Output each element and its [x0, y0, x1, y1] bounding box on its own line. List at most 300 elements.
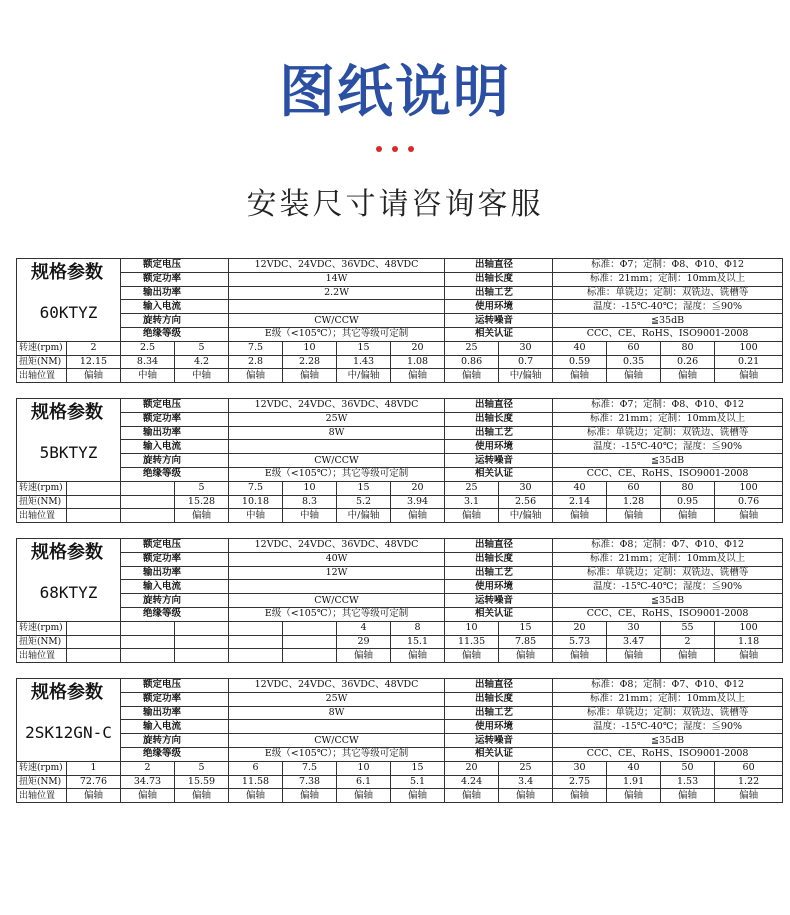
speed-cell: 15 — [337, 341, 391, 355]
shaft-cell: 中/偏轴 — [337, 509, 391, 523]
param-value — [229, 440, 445, 454]
torque-cell — [283, 635, 337, 649]
speed-cell — [175, 621, 229, 635]
shaft-cell — [121, 649, 175, 663]
torque-cell: 8.34 — [121, 355, 175, 369]
speed-cell: 25 — [445, 341, 499, 355]
param-value: 40W — [229, 552, 445, 566]
speed-cell — [121, 481, 175, 495]
spec-row — [17, 566, 783, 580]
shaft-cell — [175, 649, 229, 663]
speed-cell: 55 — [661, 621, 715, 635]
param-value: CCC、CE、RoHS、ISO9001-2008 — [553, 747, 783, 761]
param-label: 输出功率 — [121, 566, 229, 580]
speed-cell: 10 — [283, 341, 337, 355]
shaft-cell: 偏轴 — [499, 649, 553, 663]
shaft-cell: 偏轴 — [661, 369, 715, 383]
speed-cell: 80 — [661, 341, 715, 355]
speed-cell: 60 — [607, 481, 661, 495]
param-label: 绝缘等级 — [121, 327, 229, 341]
spec-row — [17, 327, 783, 341]
shaft-cell: 偏轴 — [661, 649, 715, 663]
dot-icon — [392, 146, 398, 152]
param-value: 标准：单铣边；定制：双铣边、铣槽等 — [553, 706, 783, 720]
param-value: 25W — [229, 692, 445, 706]
spec-row — [17, 412, 783, 426]
param-label: 输入电流 — [121, 720, 229, 734]
param-label: 输出功率 — [121, 286, 229, 300]
spec-row — [17, 552, 783, 566]
torque-cell: 4.24 — [445, 775, 499, 789]
speed-cell: 60 — [607, 341, 661, 355]
speed-cell: 5 — [175, 481, 229, 495]
shaft-cell: 中轴 — [121, 369, 175, 383]
param-value: 标准：Φ8；定制：Φ7、Φ10、Φ12 — [553, 539, 783, 553]
param-label: 使用环境 — [445, 720, 553, 734]
param-label: 运转噪音 — [445, 454, 553, 468]
param-value: E级（<105℃）；其它等级可定制 — [229, 327, 445, 341]
shaft-cell: 偏轴 — [445, 649, 499, 663]
param-label: 使用环境 — [445, 300, 553, 314]
param-label: 额定电压 — [121, 679, 229, 693]
shaft-cell: 偏轴 — [283, 369, 337, 383]
param-label: 使用环境 — [445, 580, 553, 594]
spec-row — [17, 692, 783, 706]
shaft-cell: 偏轴 — [661, 789, 715, 803]
torque-cell: 1.28 — [607, 495, 661, 509]
shaft-cell: 偏轴 — [661, 509, 715, 523]
param-value: 温度：-15℃-40℃；湿度：≦90% — [553, 720, 783, 734]
torque-cell: 1.18 — [715, 635, 783, 649]
shaft-cell: 中轴 — [229, 509, 283, 523]
param-label: 出轴长度 — [445, 272, 553, 286]
shaft-cell: 偏轴 — [337, 789, 391, 803]
param-label: 出轴直径 — [445, 679, 553, 693]
param-value — [229, 580, 445, 594]
param-value: ≦35dB — [553, 594, 783, 608]
shaft-cell: 偏轴 — [229, 789, 283, 803]
shaft-cell: 偏轴 — [391, 369, 445, 383]
page-title: 图纸说明 — [279, 60, 511, 125]
shaft-cell: 偏轴 — [607, 789, 661, 803]
spec-table-68ktyz — [16, 538, 783, 663]
shaft-cell: 偏轴 — [445, 509, 499, 523]
speed-cell: 10 — [337, 761, 391, 775]
speed-cell — [121, 621, 175, 635]
speed-cell — [283, 621, 337, 635]
param-label: 旋转方向 — [121, 314, 229, 328]
shaft-cell: 偏轴 — [175, 789, 229, 803]
spec-row — [17, 314, 783, 328]
shaft-cell: 偏轴 — [553, 369, 607, 383]
torque-cell: 0.35 — [607, 355, 661, 369]
param-value: CCC、CE、RoHS、ISO9001-2008 — [553, 327, 783, 341]
param-value: 12W — [229, 566, 445, 580]
speed-cell: 2 — [67, 341, 121, 355]
spec-row — [17, 272, 783, 286]
spec-table-60ktyz — [16, 258, 783, 383]
speed-cell: 25 — [499, 761, 553, 775]
param-label: 输入电流 — [121, 440, 229, 454]
param-value: 标准：单铣边；定制：双铣边、铣槽等 — [553, 426, 783, 440]
torque-cell: 15.1 — [391, 635, 445, 649]
torque-cell: 7.38 — [283, 775, 337, 789]
param-label: 相关认证 — [445, 607, 553, 621]
param-value: 标准：21mm；定制：10mm及以上 — [553, 412, 783, 426]
torque-cell: 0.7 — [499, 355, 553, 369]
torque-row-label: 扭矩(NM) — [17, 775, 67, 789]
speed-row — [17, 621, 783, 635]
speed-row-label: 转速(rpm) — [17, 761, 67, 775]
shaft-cell: 中轴 — [283, 509, 337, 523]
speed-cell — [67, 481, 121, 495]
spec-row — [17, 286, 783, 300]
shaft-row — [17, 649, 783, 663]
spec-row — [17, 734, 783, 748]
param-label: 额定电压 — [121, 259, 229, 273]
speed-row-label: 转速(rpm) — [17, 341, 67, 355]
param-label: 运转噪音 — [445, 314, 553, 328]
speed-cell: 50 — [661, 761, 715, 775]
spec-label: 规格参数 — [17, 259, 121, 287]
param-value: E级（<105℃）；其它等级可定制 — [229, 607, 445, 621]
speed-cell: 1 — [67, 761, 121, 775]
torque-cell: 3.47 — [607, 635, 661, 649]
spec-row — [17, 440, 783, 454]
param-label: 旋转方向 — [121, 594, 229, 608]
speed-cell: 15 — [499, 621, 553, 635]
torque-cell: 3.4 — [499, 775, 553, 789]
param-value: CCC、CE、RoHS、ISO9001-2008 — [553, 607, 783, 621]
param-value: 12VDC、24VDC、36VDC、48VDC — [229, 399, 445, 413]
speed-cell: 20 — [553, 621, 607, 635]
shaft-cell: 偏轴 — [715, 509, 783, 523]
model-name: 68KTYZ — [17, 566, 121, 621]
torque-cell: 11.35 — [445, 635, 499, 649]
shaft-row-label: 出轴位置 — [17, 369, 67, 383]
param-value: 8W — [229, 706, 445, 720]
spec-row — [17, 467, 783, 481]
torque-cell: 2 — [661, 635, 715, 649]
shaft-cell: 偏轴 — [67, 369, 121, 383]
param-value: 8W — [229, 426, 445, 440]
shaft-cell: 偏轴 — [715, 649, 783, 663]
param-value: 标准：Φ8；定制：Φ7、Φ10、Φ12 — [553, 679, 783, 693]
torque-row-label: 扭矩(NM) — [17, 355, 67, 369]
param-label: 出轴长度 — [445, 412, 553, 426]
speed-cell: 25 — [445, 481, 499, 495]
param-label: 出轴工艺 — [445, 566, 553, 580]
shaft-cell: 偏轴 — [391, 649, 445, 663]
shaft-row-label: 出轴位置 — [17, 789, 67, 803]
speed-cell: 20 — [391, 341, 445, 355]
shaft-cell: 偏轴 — [229, 369, 283, 383]
torque-cell: 1.53 — [661, 775, 715, 789]
speed-cell: 2.5 — [121, 341, 175, 355]
speed-cell: 30 — [553, 761, 607, 775]
spec-label: 规格参数 — [17, 539, 121, 567]
torque-cell: 29 — [337, 635, 391, 649]
speed-cell: 7.5 — [229, 481, 283, 495]
speed-cell: 7.5 — [229, 341, 283, 355]
param-value: 标准：Φ7；定制：Φ8、Φ10、Φ12 — [553, 399, 783, 413]
dot-icon — [376, 146, 382, 152]
shaft-cell — [121, 509, 175, 523]
torque-cell: 10.18 — [229, 495, 283, 509]
shaft-cell: 中/偏轴 — [337, 369, 391, 383]
torque-cell: 3.94 — [391, 495, 445, 509]
param-value: 标准：21mm；定制：10mm及以上 — [553, 552, 783, 566]
model-name: 2SK12GN-C — [17, 706, 121, 761]
torque-cell: 11.58 — [229, 775, 283, 789]
shaft-cell: 偏轴 — [337, 649, 391, 663]
model-name: 5BKTYZ — [17, 426, 121, 481]
param-label: 绝缘等级 — [121, 607, 229, 621]
speed-cell: 20 — [445, 761, 499, 775]
torque-cell: 2.28 — [283, 355, 337, 369]
torque-cell: 2.56 — [499, 495, 553, 509]
torque-cell: 2.14 — [553, 495, 607, 509]
spec-row — [17, 607, 783, 621]
param-value: 12VDC、24VDC、36VDC、48VDC — [229, 679, 445, 693]
speed-cell: 10 — [445, 621, 499, 635]
spec-row — [17, 679, 783, 693]
shaft-cell: 偏轴 — [715, 369, 783, 383]
param-label: 使用环境 — [445, 440, 553, 454]
torque-cell: 5.1 — [391, 775, 445, 789]
torque-cell: 0.21 — [715, 355, 783, 369]
param-value — [229, 300, 445, 314]
spec-row — [17, 259, 783, 273]
param-label: 相关认证 — [445, 467, 553, 481]
torque-row — [17, 775, 783, 789]
speed-cell: 4 — [337, 621, 391, 635]
param-value: CW/CCW — [229, 594, 445, 608]
torque-cell — [67, 495, 121, 509]
speed-cell: 40 — [607, 761, 661, 775]
torque-cell: 15.28 — [175, 495, 229, 509]
model-name: 60KTYZ — [17, 286, 121, 341]
param-value: 标准：Φ7；定制：Φ8、Φ10、Φ12 — [553, 259, 783, 273]
param-label: 出轴直径 — [445, 399, 553, 413]
spec-row — [17, 539, 783, 553]
param-value: 25W — [229, 412, 445, 426]
shaft-cell — [67, 509, 121, 523]
param-value: E级（<105℃）；其它等级可定制 — [229, 467, 445, 481]
param-value: 标准：单铣边；定制：双铣边、铣槽等 — [553, 286, 783, 300]
speed-cell: 6 — [229, 761, 283, 775]
torque-cell: 2.8 — [229, 355, 283, 369]
shaft-cell: 中/偏轴 — [499, 369, 553, 383]
speed-cell — [229, 621, 283, 635]
torque-row — [17, 495, 783, 509]
param-value: 14W — [229, 272, 445, 286]
shaft-cell: 偏轴 — [607, 509, 661, 523]
speed-cell: 100 — [715, 481, 783, 495]
torque-cell: 1.08 — [391, 355, 445, 369]
param-value: 12VDC、24VDC、36VDC、48VDC — [229, 539, 445, 553]
speed-cell: 60 — [715, 761, 783, 775]
torque-cell: 1.22 — [715, 775, 783, 789]
speed-row-label: 转速(rpm) — [17, 481, 67, 495]
spec-row — [17, 720, 783, 734]
speed-cell: 30 — [499, 341, 553, 355]
param-label: 绝缘等级 — [121, 467, 229, 481]
param-label: 旋转方向 — [121, 454, 229, 468]
spec-row — [17, 747, 783, 761]
shaft-cell — [67, 649, 121, 663]
spec-table-2sk12gn-c — [16, 678, 783, 803]
param-label: 额定电压 — [121, 539, 229, 553]
shaft-cell: 偏轴 — [175, 509, 229, 523]
torque-cell: 1.43 — [337, 355, 391, 369]
torque-cell — [121, 635, 175, 649]
spec-label: 规格参数 — [17, 399, 121, 427]
shaft-row-label: 出轴位置 — [17, 649, 67, 663]
spec-row — [17, 300, 783, 314]
torque-cell: 5.73 — [553, 635, 607, 649]
param-label: 出轴工艺 — [445, 286, 553, 300]
param-value: CW/CCW — [229, 314, 445, 328]
speed-cell: 40 — [553, 481, 607, 495]
speed-row — [17, 481, 783, 495]
torque-cell: 0.59 — [553, 355, 607, 369]
spec-label: 规格参数 — [17, 679, 121, 707]
shaft-row — [17, 789, 783, 803]
speed-cell: 7.5 — [283, 761, 337, 775]
param-label: 额定功率 — [121, 552, 229, 566]
speed-cell: 40 — [553, 341, 607, 355]
shaft-cell — [283, 649, 337, 663]
param-value: 12VDC、24VDC、36VDC、48VDC — [229, 259, 445, 273]
param-value: ≦35dB — [553, 734, 783, 748]
torque-cell: 0.86 — [445, 355, 499, 369]
shaft-cell: 中/偏轴 — [499, 509, 553, 523]
torque-cell: 0.76 — [715, 495, 783, 509]
torque-cell — [229, 635, 283, 649]
torque-cell: 12.15 — [67, 355, 121, 369]
param-value: 标准：21mm；定制：10mm及以上 — [553, 272, 783, 286]
torque-cell: 0.26 — [661, 355, 715, 369]
torque-row-label: 扭矩(NM) — [17, 635, 67, 649]
speed-cell: 30 — [607, 621, 661, 635]
speed-cell: 15 — [391, 761, 445, 775]
param-label: 出轴长度 — [445, 552, 553, 566]
shaft-cell: 偏轴 — [391, 509, 445, 523]
param-label: 输出功率 — [121, 426, 229, 440]
param-label: 运转噪音 — [445, 734, 553, 748]
torque-cell: 4.2 — [175, 355, 229, 369]
shaft-row — [17, 509, 783, 523]
torque-cell: 72.76 — [67, 775, 121, 789]
param-label: 出轴直径 — [445, 259, 553, 273]
torque-cell: 7.85 — [499, 635, 553, 649]
param-value: ≦35dB — [553, 454, 783, 468]
param-label: 输入电流 — [121, 300, 229, 314]
shaft-cell: 偏轴 — [121, 789, 175, 803]
subtitle: 安装尺寸请咨询客服 — [246, 187, 544, 222]
param-value — [229, 720, 445, 734]
speed-row — [17, 761, 783, 775]
shaft-cell: 偏轴 — [715, 789, 783, 803]
speed-row — [17, 341, 783, 355]
param-value: 温度：-15℃-40℃；湿度：≦90% — [553, 580, 783, 594]
torque-cell: 15.59 — [175, 775, 229, 789]
shaft-cell: 偏轴 — [283, 789, 337, 803]
speed-cell: 5 — [175, 761, 229, 775]
speed-cell: 30 — [499, 481, 553, 495]
speed-cell: 100 — [715, 621, 783, 635]
param-value: ≦35dB — [553, 314, 783, 328]
shaft-cell: 中轴 — [175, 369, 229, 383]
torque-row — [17, 355, 783, 369]
param-label: 出轴直径 — [445, 539, 553, 553]
speed-cell: 100 — [715, 341, 783, 355]
shaft-cell: 偏轴 — [445, 369, 499, 383]
param-label: 出轴长度 — [445, 692, 553, 706]
spec-row — [17, 706, 783, 720]
torque-cell — [121, 495, 175, 509]
spec-row — [17, 399, 783, 413]
speed-cell: 15 — [337, 481, 391, 495]
param-label: 额定功率 — [121, 412, 229, 426]
param-value: E级（<105℃）；其它等级可定制 — [229, 747, 445, 761]
torque-cell: 3.1 — [445, 495, 499, 509]
param-label: 额定电压 — [121, 399, 229, 413]
param-value: 温度：-15℃-40℃；湿度：≦90% — [553, 300, 783, 314]
speed-cell: 5 — [175, 341, 229, 355]
title-dots — [0, 146, 790, 156]
speed-cell — [67, 621, 121, 635]
shaft-cell: 偏轴 — [499, 789, 553, 803]
torque-cell: 0.95 — [661, 495, 715, 509]
shaft-cell: 偏轴 — [553, 789, 607, 803]
speed-cell: 2 — [121, 761, 175, 775]
shaft-cell — [229, 649, 283, 663]
torque-cell: 6.1 — [337, 775, 391, 789]
shaft-cell: 偏轴 — [607, 649, 661, 663]
spec-row — [17, 594, 783, 608]
param-label: 输入电流 — [121, 580, 229, 594]
speed-row-label: 转速(rpm) — [17, 621, 67, 635]
torque-cell — [175, 635, 229, 649]
param-label: 绝缘等级 — [121, 747, 229, 761]
speed-cell: 8 — [391, 621, 445, 635]
spec-row — [17, 454, 783, 468]
torque-cell: 5.2 — [337, 495, 391, 509]
torque-cell: 8.3 — [283, 495, 337, 509]
shaft-cell: 偏轴 — [553, 509, 607, 523]
torque-cell: 2.75 — [553, 775, 607, 789]
spec-row — [17, 426, 783, 440]
param-value: 标准：单铣边；定制：双铣边、铣槽等 — [553, 566, 783, 580]
param-value: 标准：21mm；定制：10mm及以上 — [553, 692, 783, 706]
spec-table-5bktyz — [16, 398, 783, 523]
shaft-cell: 偏轴 — [67, 789, 121, 803]
param-value: 温度：-15℃-40℃；湿度：≦90% — [553, 440, 783, 454]
param-value: 2.2W — [229, 286, 445, 300]
param-label: 旋转方向 — [121, 734, 229, 748]
speed-cell: 10 — [283, 481, 337, 495]
shaft-cell: 偏轴 — [553, 649, 607, 663]
shaft-row — [17, 369, 783, 383]
param-label: 相关认证 — [445, 327, 553, 341]
torque-row-label: 扭矩(NM) — [17, 495, 67, 509]
shaft-cell: 偏轴 — [445, 789, 499, 803]
param-label: 额定功率 — [121, 692, 229, 706]
torque-cell — [67, 635, 121, 649]
param-label: 出轴工艺 — [445, 426, 553, 440]
